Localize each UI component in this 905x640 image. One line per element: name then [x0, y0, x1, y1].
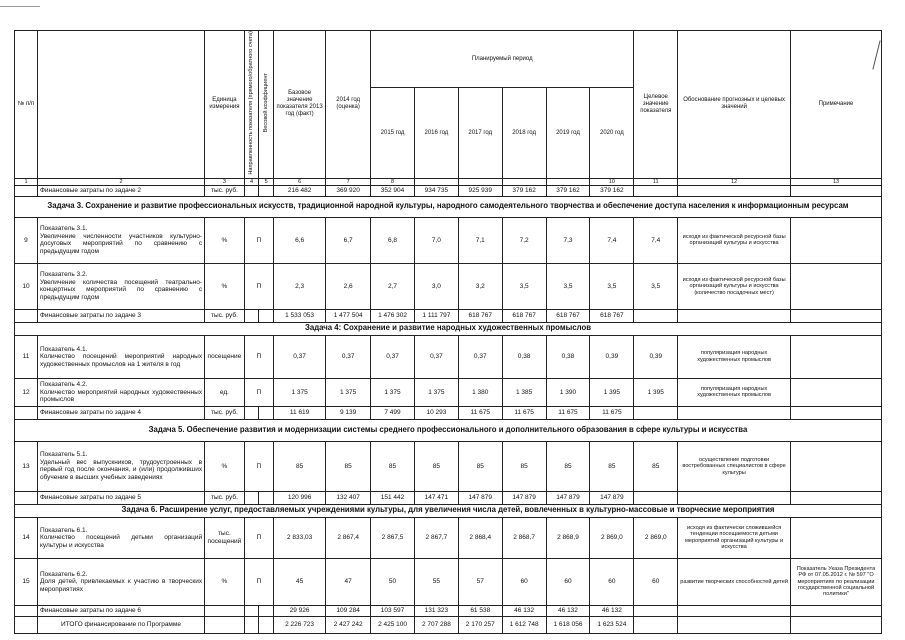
indicator-value: 85 — [414, 441, 458, 491]
fin-value: 132 407 — [326, 491, 371, 504]
indicator-value: 2 868,4 — [458, 517, 502, 558]
header-year: 2019 год — [546, 88, 590, 178]
cell-empty — [791, 406, 882, 419]
indicator-value: 2 833,03 — [273, 517, 325, 558]
cell-empty — [259, 309, 274, 322]
header-target: Целевое значение показателя — [634, 31, 678, 179]
indicator-value: 45 — [273, 558, 325, 605]
indicator-unit: тыс. посещений — [205, 517, 245, 558]
fin-value: 109 284 — [326, 605, 371, 616]
indicator-text: Увеличение численности участников культурно-досуговых мероприятий по сравнению с предыдущим годом — [39, 232, 203, 255]
task-heading-row — [15, 504, 882, 517]
cell-empty — [634, 406, 678, 419]
fin-row-task5 — [15, 491, 882, 504]
indicator-direction: П — [244, 378, 273, 406]
indicator-target: 1 395 — [634, 378, 678, 406]
fin-value: 147 471 — [414, 491, 458, 504]
indicator-target: 7,4 — [634, 217, 678, 263]
indicator-target: 0,39 — [634, 335, 678, 378]
fin-value: 618 767 — [546, 309, 590, 322]
total-value: 1 618 056 — [546, 616, 590, 633]
indicator-value: 7,1 — [458, 217, 502, 263]
fin-value: 934 735 — [414, 185, 458, 196]
fin-value: 7 499 — [371, 406, 415, 419]
cell-empty — [678, 406, 791, 419]
indicator-text: Количество посещений детьми организаций культуры и искусства — [39, 534, 203, 549]
cell-empty — [205, 616, 245, 633]
indicator-value: 47 — [326, 558, 371, 605]
indicator-value: 2 869,0 — [590, 517, 634, 558]
fin-value: 379 162 — [590, 185, 634, 196]
fin-value: 147 879 — [458, 491, 502, 504]
indicator-value: 2 867,7 — [414, 517, 458, 558]
total-value: 2 707 288 — [414, 616, 458, 633]
indicator-value: 6,8 — [371, 217, 415, 263]
row-number: 12 — [15, 378, 38, 406]
indicator-value: 85 — [371, 441, 415, 491]
indicator-target: 3,5 — [634, 263, 678, 309]
indicator-name: Показатель 4.1. — [39, 345, 88, 353]
col-number — [502, 178, 546, 185]
col-number: 6 — [273, 178, 325, 185]
header-year: 2018 год — [502, 88, 546, 178]
fin-value: 29 926 — [273, 605, 325, 616]
col-number — [414, 178, 458, 185]
indicator-value: 6,6 — [273, 217, 325, 263]
indicator-value: 1 380 — [458, 378, 502, 406]
indicator-note — [791, 217, 882, 263]
fin-value: 120 996 — [273, 491, 325, 504]
indicator-name: Показатель 6.2. — [39, 570, 88, 578]
row-number: 11 — [15, 335, 38, 378]
indicator-value: 7,4 — [590, 217, 634, 263]
indicator-row — [15, 217, 882, 263]
indicator-justification: популяризация народных художественных промыслов — [678, 378, 791, 406]
indicator-justification: осуществление подготовки востребованных специалистов в сфере культуры — [678, 441, 791, 491]
indicator-unit: % — [205, 441, 245, 491]
fin-value: 147 879 — [502, 491, 546, 504]
cell-empty — [259, 406, 274, 419]
header-year: 2017 год — [458, 88, 502, 178]
indicator-name: Показатель 3.1. — [39, 225, 88, 233]
indicator-direction: П — [244, 441, 273, 491]
cell-empty — [678, 605, 791, 616]
indicator-value: 85 — [590, 441, 634, 491]
fin-row-task4 — [15, 406, 882, 419]
indicator-note — [791, 335, 882, 378]
indicator-value: 2 868,9 — [546, 517, 590, 558]
indicator-text: Увеличение количества посещений театрально-концертных мероприятий по сравнению с предыдущим годом — [39, 278, 203, 301]
col-number: 7 — [326, 178, 371, 185]
total-value: 2 425 100 — [371, 616, 415, 633]
indicator-value: 0,37 — [414, 335, 458, 378]
fin-value: 1 111 797 — [414, 309, 458, 322]
cell-empty — [791, 616, 882, 633]
indicator-value: 7,3 — [546, 217, 590, 263]
indicator-note — [791, 263, 882, 309]
cell-empty — [15, 406, 38, 419]
col-number — [458, 178, 502, 185]
cell-empty — [15, 605, 38, 616]
indicator-row — [15, 441, 882, 491]
header-year: 2020 год — [590, 88, 634, 178]
indicator-value: 1 375 — [273, 378, 325, 406]
cell-empty — [634, 616, 678, 633]
indicator-direction: П — [244, 263, 273, 309]
header-weight — [259, 31, 274, 179]
header-note: Примечание — [791, 31, 882, 179]
col-number: 13 — [791, 178, 882, 185]
header-planned: Планируемый период — [371, 31, 634, 88]
cell-empty — [15, 309, 38, 322]
fin-value: 352 904 — [371, 185, 415, 196]
indicator-note — [791, 441, 882, 491]
cell-empty — [244, 185, 259, 196]
header-unit: Единица измерения — [205, 31, 245, 179]
fin-unit: тыс. руб. — [205, 406, 245, 419]
total-value: 2 226 723 — [273, 616, 325, 633]
fin-unit: тыс. руб. — [205, 491, 245, 504]
col-number: 11 — [634, 178, 678, 185]
cell-empty — [791, 605, 882, 616]
fin-unit — [205, 605, 245, 616]
cell-empty — [634, 491, 678, 504]
indicator-description — [37, 335, 204, 378]
task-heading: Задача 4: Сохранение и развитие народных художественных промыслов — [15, 322, 882, 335]
fin-value: 103 597 — [371, 605, 415, 616]
fin-value: 46 132 — [590, 605, 634, 616]
fin-value: 618 767 — [458, 309, 502, 322]
indicator-value: 3,5 — [546, 263, 590, 309]
indicator-value: 0,38 — [502, 335, 546, 378]
header-num: № п/п — [15, 31, 38, 179]
col-number: 8 — [371, 178, 415, 185]
indicator-value: 6,7 — [326, 217, 371, 263]
indicator-value: 60 — [546, 558, 590, 605]
indicator-description — [37, 263, 204, 309]
indicator-direction: П — [244, 558, 273, 605]
indicator-value: 7,2 — [502, 217, 546, 263]
indicator-unit: % — [205, 558, 245, 605]
indicator-target: 60 — [634, 558, 678, 605]
col-number — [546, 178, 590, 185]
indicator-row — [15, 517, 882, 558]
indicator-value: 0,37 — [273, 335, 325, 378]
fin-value: 46 132 — [546, 605, 590, 616]
total-value: 1 612 748 — [502, 616, 546, 633]
cell-empty — [244, 491, 259, 504]
fin-value: 618 767 — [590, 309, 634, 322]
col-number: 1 — [15, 178, 38, 185]
col-number: 10 — [590, 178, 634, 185]
cell-empty — [259, 185, 274, 196]
indicator-value: 2,6 — [326, 263, 371, 309]
indicator-value: 0,37 — [458, 335, 502, 378]
indicator-row — [15, 378, 882, 406]
cell-empty — [259, 605, 274, 616]
indicator-value: 0,37 — [371, 335, 415, 378]
fin-row-task3 — [15, 309, 882, 322]
fin-value: 10 293 — [414, 406, 458, 419]
indicator-row — [15, 263, 882, 309]
indicator-table-sheet — [14, 30, 882, 634]
fin-value: 1 476 302 — [371, 309, 415, 322]
indicator-value: 85 — [502, 441, 546, 491]
fin-value: 11 619 — [273, 406, 325, 419]
fin-value: 46 132 — [502, 605, 546, 616]
col-number: 5 — [259, 178, 274, 185]
scan-artifact-line — [0, 6, 40, 7]
indicator-note: Показатель Указа Президента РФ от 07.05.2012 г. № 597 "О мероприятиях по реализации государственной социальной политики" — [791, 558, 882, 605]
row-number: 15 — [15, 558, 38, 605]
indicator-value: 1 375 — [414, 378, 458, 406]
indicator-value: 85 — [458, 441, 502, 491]
fin-value: 131 323 — [414, 605, 458, 616]
fin-value: 11 675 — [590, 406, 634, 419]
total-value: 2 170 257 — [458, 616, 502, 633]
row-number: 9 — [15, 217, 38, 263]
indicator-value: 3,2 — [458, 263, 502, 309]
cell-empty — [244, 616, 259, 633]
indicator-direction: П — [244, 335, 273, 378]
cell-empty — [678, 616, 791, 633]
header-year: 2016 год — [414, 88, 458, 178]
indicator-description — [37, 517, 204, 558]
cell-empty — [678, 491, 791, 504]
indicator-value: 3,5 — [502, 263, 546, 309]
indicator-name: Показатель 5.1. — [39, 451, 88, 459]
indicator-value: 7,0 — [414, 217, 458, 263]
indicator-value: 85 — [546, 441, 590, 491]
task-heading-row — [15, 322, 882, 335]
indicator-value: 1 375 — [326, 378, 371, 406]
row-number: 13 — [15, 441, 38, 491]
total-label: ИТОГО финансирование по Программе — [37, 616, 204, 633]
total-value: 2 427 242 — [326, 616, 371, 633]
fin-value: 147 879 — [546, 491, 590, 504]
indicator-name: Показатель 6.1. — [39, 526, 88, 534]
cell-empty — [634, 185, 678, 196]
header-2014: 2014 год (оценка) — [326, 31, 371, 179]
indicator-unit: ед. — [205, 378, 245, 406]
indicator-value: 85 — [273, 441, 325, 491]
fin-value: 379 162 — [546, 185, 590, 196]
fin-unit: тыс. руб. — [205, 185, 245, 196]
header-year: 2015 год — [371, 88, 415, 178]
col-number: 3 — [205, 178, 245, 185]
cell-empty — [791, 491, 882, 504]
cell-empty — [678, 309, 791, 322]
fin-value: 11 675 — [458, 406, 502, 419]
indicator-description — [37, 378, 204, 406]
indicator-value: 50 — [371, 558, 415, 605]
indicator-value: 57 — [458, 558, 502, 605]
indicator-row — [15, 335, 882, 378]
indicators-table — [14, 30, 882, 634]
indicator-description — [37, 558, 204, 605]
cell-empty — [15, 616, 38, 633]
indicator-value: 0,38 — [546, 335, 590, 378]
fin-row-task2 — [15, 185, 882, 196]
header-base: Базовое значение показателя 2013 год (факт) — [273, 31, 325, 179]
cell-empty — [259, 616, 274, 633]
fin-label: Финансовые затраты по задаче 2 — [37, 185, 204, 196]
indicator-justification: исходя из фактической ресурсной базы организаций культуры и искусства — [678, 217, 791, 263]
cell-empty — [259, 491, 274, 504]
indicator-direction: П — [244, 517, 273, 558]
indicator-unit: % — [205, 263, 245, 309]
task-heading: Задача 5. Обеспечение развития и модернизации системы среднего профессионального и дополнительного образования в сфере культуры и искусства — [15, 419, 882, 441]
task-heading: Задача 3. Сохранение и развитие профессиональных искусств, традиционной народной культуры, народного самодеятельного творчества и обеспечение доступа населения к информационным ресурсам — [15, 196, 882, 217]
indicator-text: Количество посещений мероприятий народных художественных промыслов на 1 жителя в год — [39, 353, 203, 368]
indicator-justification: популяризация народных художественных промыслов — [678, 335, 791, 378]
indicator-description — [37, 441, 204, 491]
indicator-value: 3,0 — [414, 263, 458, 309]
total-value: 1 623 524 — [590, 616, 634, 633]
indicator-value: 60 — [590, 558, 634, 605]
cell-empty — [244, 309, 259, 322]
indicator-value: 55 — [414, 558, 458, 605]
indicator-note — [791, 517, 882, 558]
total-row — [15, 616, 882, 633]
indicator-text: Доля детей, привлекаемых к участию в творческих мероприятиях — [39, 578, 203, 593]
cell-empty — [678, 185, 791, 196]
indicator-name: Показатель 4.2. — [39, 381, 88, 389]
indicator-note — [791, 378, 882, 406]
cell-empty — [15, 185, 38, 196]
row-number: 14 — [15, 517, 38, 558]
fin-value: 216 482 — [273, 185, 325, 196]
task-heading-row — [15, 419, 882, 441]
cell-empty — [244, 605, 259, 616]
indicator-unit: посещение — [205, 335, 245, 378]
indicator-value: 1 390 — [546, 378, 590, 406]
col-number: 12 — [678, 178, 791, 185]
fin-value: 618 767 — [502, 309, 546, 322]
task-heading-row — [15, 196, 882, 217]
indicator-text: Удельный вес выпускников, трудоустроенных в первый год после окончания, и (или) продолживших обучение в высших учебных заведениях — [39, 458, 203, 481]
fin-value: 9 139 — [326, 406, 371, 419]
cell-empty — [634, 309, 678, 322]
indicator-value: 60 — [502, 558, 546, 605]
indicator-value: 2,7 — [371, 263, 415, 309]
indicator-description — [37, 217, 204, 263]
fin-value: 61 538 — [458, 605, 502, 616]
header-direction-text: Направленность показателя (прямого/обратного счета) — [248, 31, 255, 175]
indicator-name: Показатель 3.2. — [39, 271, 88, 279]
indicator-value: 2,3 — [273, 263, 325, 309]
indicator-value: 2 867,5 — [371, 517, 415, 558]
cell-empty — [15, 491, 38, 504]
indicator-value: 0,39 — [590, 335, 634, 378]
fin-value: 11 675 — [546, 406, 590, 419]
fin-label: Финансовые затраты по задаче 5 — [37, 491, 204, 504]
fin-value: 11 675 — [502, 406, 546, 419]
indicator-value: 2 867,4 — [326, 517, 371, 558]
indicator-target: 2 869,0 — [634, 517, 678, 558]
col-number: 4 — [244, 178, 259, 185]
indicator-value: 3,5 — [590, 263, 634, 309]
indicator-text: Количество мероприятий народных художественных промыслов — [39, 388, 203, 404]
col-number: 2 — [37, 178, 204, 185]
indicator-justification: исходя из фактической ресурсной базы организаций культуры и искусства (количество посадочных мест) — [678, 263, 791, 309]
task-heading: Задача 6. Расширение услуг, предоставляемых учреждениями культуры, для увеличения числа детей, вовлеченных в культурно-массовые и творческие мероприятия — [15, 504, 882, 517]
fin-value: 147 879 — [590, 491, 634, 504]
indicator-value: 1 375 — [371, 378, 415, 406]
fin-unit: тыс. руб. — [205, 309, 245, 322]
indicator-value: 1 385 — [502, 378, 546, 406]
indicator-direction: П — [244, 217, 273, 263]
indicator-value: 1 395 — [590, 378, 634, 406]
indicator-value: 2 868,7 — [502, 517, 546, 558]
indicator-unit: % — [205, 217, 245, 263]
fin-value: 379 162 — [502, 185, 546, 196]
fin-label: Финансовые затраты по задаче 4 — [37, 406, 204, 419]
indicator-justification: исходя из фактически сложившейся тенденции посещаемости детьми мероприятий организаций культуры и искусства — [678, 517, 791, 558]
cell-empty — [791, 309, 882, 322]
fin-value: 925 939 — [458, 185, 502, 196]
cell-empty — [634, 605, 678, 616]
fin-value: 1 533 053 — [273, 309, 325, 322]
fin-value: 151 442 — [371, 491, 415, 504]
header-weight-text: Весовой коэффициент — [262, 73, 269, 133]
indicator-value: 85 — [326, 441, 371, 491]
cell-empty — [244, 406, 259, 419]
header-justification: Обоснование прогнозных и целевых значений — [678, 31, 791, 179]
fin-value: 1 477 504 — [326, 309, 371, 322]
cell-empty — [791, 185, 882, 196]
header-name — [37, 31, 204, 179]
row-number: 10 — [15, 263, 38, 309]
fin-label: Финансовые затраты по задаче 6 — [37, 605, 204, 616]
indicator-value: 0,37 — [326, 335, 371, 378]
column-numbers-row — [15, 178, 882, 185]
fin-value: 369 920 — [326, 185, 371, 196]
indicator-row — [15, 558, 882, 605]
indicator-justification: развитие творческих способностей детей — [678, 558, 791, 605]
indicator-target: 85 — [634, 441, 678, 491]
fin-label: Финансовые затраты по задаче 3 — [37, 309, 204, 322]
fin-row-task6 — [15, 605, 882, 616]
header-row-1 — [15, 31, 882, 88]
header-direction — [244, 31, 259, 179]
